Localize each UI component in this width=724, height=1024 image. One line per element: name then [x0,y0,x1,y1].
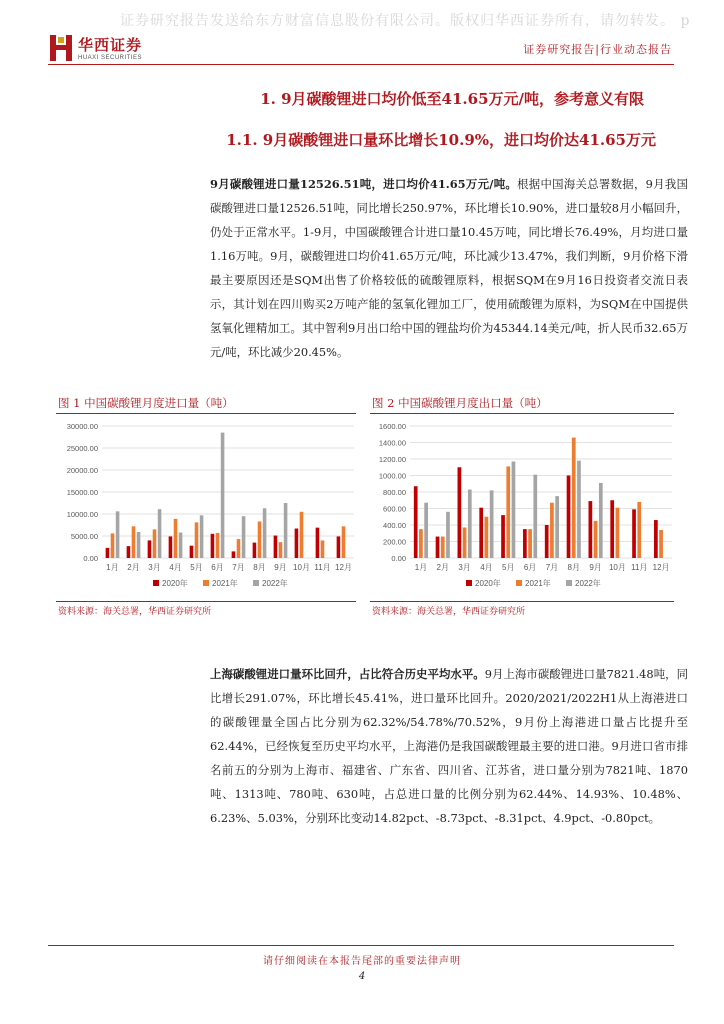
legend-swatch [203,580,209,586]
y-tick-label: 15000.00 [66,488,98,497]
bar-2020年-12月 [654,520,658,558]
x-tick-label: 10月 [608,563,626,572]
bar-2022年-6月 [221,433,225,558]
bar-2020年-3月 [148,540,152,558]
bar-2021年-12月 [342,526,346,558]
y-tick-label: 400.00 [383,521,406,530]
x-tick-label: 12月 [652,563,670,572]
bar-2020年-4月 [479,508,483,558]
y-tick-label: 1600.00 [378,422,406,431]
y-tick-label: 1400.00 [378,438,406,448]
bar-2021年-1月 [419,529,423,558]
legend-swatch [466,580,472,586]
x-tick-label: 11月 [631,563,648,572]
bar-2021年-1月 [111,533,115,558]
bar-2021年-11月 [321,540,325,558]
bar-2022年-1月 [116,511,120,558]
bar-2022年-9月 [284,503,288,558]
bar-2021年-11月 [637,502,641,558]
bar-2022年-2月 [137,532,141,558]
x-tick-label: 7月 [232,563,245,572]
bar-2020年-1月 [106,548,110,558]
bar-2020年-5月 [190,546,194,558]
legend-swatch [566,580,572,586]
company-logo [50,34,142,61]
section-heading-1: 1. 9月碳酸锂进口均价低至41.65万元/吨，参考意义有限 [260,90,644,108]
bar-2020年-11月 [632,509,636,558]
bar-2021年-2月 [132,526,136,558]
page-number: 4 [358,971,366,982]
y-tick-label: 20000.00 [66,466,98,475]
bar-2021年-5月 [506,466,510,558]
bar-2022年-4月 [179,532,183,558]
import-volume-chart [56,418,356,600]
bar-2020年-2月 [127,546,131,558]
bar-2020年-10月 [610,500,614,558]
bar-2021年-10月 [300,512,304,558]
watermark: 证券研究报告发送给东方财富信息股份有限公司。版权归华西证券所有，请勿转发。 p [120,13,691,29]
legal-notice: 请仔细阅读在本报告尾部的重要法律声明 [263,956,461,967]
bar-2022年-7月 [555,496,559,558]
y-tick-label: 25000.00 [66,444,98,453]
legend-label: 2020年 [162,579,188,588]
report-type-label: 证券研究报告|行业动态报告 [523,43,672,56]
logo-chinese-name: 华西证券 [78,36,143,54]
x-tick-label: 4月 [169,563,182,572]
bar-2021年-2月 [441,537,445,558]
x-tick-label: 4月 [480,563,493,572]
figure-2-bottom-rule [370,601,674,602]
bar-2022年-7月 [242,516,246,558]
bar-2020年-8月 [567,476,571,559]
legend-swatch [153,580,159,586]
legend-swatch [253,580,259,586]
paragraph-lead: 9月碳酸锂进口量12526.51吨，进口均价41.65万元/吨。 [210,177,518,191]
y-tick-label: 30000.00 [66,422,98,431]
bar-2021年-4月 [174,519,178,558]
y-tick-label: 600.00 [383,504,406,514]
y-tick-label: 0.00 [83,554,98,563]
bar-2022年-8月 [263,508,267,558]
figure-1-source: 资料来源：海关总署，华西证券研究所 [58,607,212,617]
bar-2020年-1月 [414,486,418,558]
bar-2021年-6月 [216,533,220,558]
y-tick-label: 1000.00 [378,471,406,481]
x-tick-label: 1月 [414,563,428,572]
paragraph-import-summary [210,172,688,364]
huaxi-logo-icon [50,35,72,61]
bar-2022年-6月 [533,475,537,558]
bar-2022年-3月 [468,490,472,558]
x-tick-label: 12月 [335,563,352,572]
y-tick-label: 200.00 [383,537,406,547]
y-tick-label: 1200.00 [378,455,406,464]
legend-label: 2022年 [575,579,601,588]
bar-2020年-9月 [274,536,278,558]
bar-2021年-7月 [237,539,241,558]
bar-2020年-10月 [295,529,299,558]
bar-2022年-5月 [512,461,516,558]
legend-label: 2021年 [212,579,238,588]
bar-2021年-8月 [258,521,262,558]
y-tick-label: 10000.00 [66,510,98,519]
bar-2021年-4月 [485,517,489,558]
legend-label: 2022年 [262,579,288,588]
bar-2022年-9月 [599,483,603,558]
bar-2020年-6月 [211,534,215,558]
bar-2020年-12月 [337,536,341,558]
bar-2020年-6月 [523,529,527,558]
bar-2022年-5月 [200,515,204,558]
x-tick-label: 5月 [502,563,515,572]
y-tick-label: 5000.00 [70,532,98,541]
x-tick-label: 9月 [274,563,287,572]
export-volume-chart [370,418,674,600]
x-tick-label: 9月 [589,563,602,572]
footer-divider [48,945,674,946]
x-tick-label: 8月 [567,563,580,572]
section-heading-1-1: 1.1. 9月碳酸锂进口量环比增长10.9%，进口均价达41.65万元 [226,131,656,149]
bar-2022年-8月 [577,461,581,558]
logo-english-name: HUAXI SECURITIES [78,55,143,61]
bar-2020年-11月 [316,528,320,558]
x-tick-label: 8月 [253,563,266,572]
x-tick-label: 6月 [211,563,224,572]
x-tick-label: 5月 [190,563,203,572]
figure-1-title: 图 1 中国碳酸锂月度进口量（吨） [58,396,234,410]
figure-2-source: 资料来源：海关总署，华西证券研究所 [372,607,526,617]
x-tick-label: 7月 [545,563,559,572]
figure-2-title: 图 2 中国碳酸锂月度出口量（吨） [372,396,548,410]
bar-2021年-9月 [594,521,598,558]
bar-2022年-3月 [158,509,162,558]
x-tick-label: 3月 [148,563,161,572]
figure-1-bottom-rule [56,601,356,602]
export-volume-chart-svg [370,418,674,600]
paragraph-shanghai-port [210,662,688,830]
bar-2020年-5月 [501,515,505,558]
bar-2020年-7月 [232,551,236,558]
bar-2021年-8月 [572,438,576,558]
bar-2021年-3月 [463,527,467,558]
bar-2020年-9月 [589,501,593,558]
bar-2021年-10月 [616,508,620,558]
figure-1-top-rule [56,413,356,414]
bar-2021年-5月 [195,522,199,558]
x-tick-label: 3月 [458,563,471,572]
bar-2021年-7月 [550,503,554,558]
figure-2-top-rule [370,413,674,414]
bar-2021年-9月 [279,542,283,558]
bar-2020年-4月 [169,536,173,558]
legend-label: 2021年 [525,579,551,588]
legend-swatch [516,580,522,586]
x-tick-label: 10月 [293,563,310,572]
bar-2020年-3月 [458,467,462,558]
bar-2020年-7月 [545,525,549,558]
header-divider [48,64,674,65]
x-tick-label: 2月 [436,563,449,572]
bar-2021年-6月 [528,529,532,558]
bar-2020年-8月 [253,543,257,558]
y-tick-label: 800.00 [383,488,406,497]
bar-2022年-2月 [446,512,450,558]
bar-2022年-1月 [424,503,428,558]
paragraph-body: 9月上海市碳酸锂进口量7821.48吨，同比增长291.07%，环比增长45.41%，进口量环比回升。2020/2021/2022H1从上海港进口的碳酸锂量全国占比分别为62.32%/54.78%/70.52%，9月份上海港进口量占比提升至62.44%，已经恢复至历史平均水平，上海港仍是我国碳酸锂最主要的进口港。9月进口省市排名前五的分别为上海市、福建省、广东省、四川省、江苏省，进口量分别为7821吨、1870吨、1313吨、780吨、630吨，占总进口量的比例分别为62.44%、14.93%、10.48%、6.23%、5.03%，分别环比变动14.82pct、-8.73pct、-8.31pct、4.9pct、-0.80pct。 [210,667,688,825]
bar-2021年-12月 [659,530,663,558]
x-tick-label: 2月 [127,563,140,572]
bar-2021年-3月 [153,529,157,558]
bar-2020年-2月 [436,537,440,558]
x-tick-label: 6月 [523,563,537,572]
x-tick-label: 11月 [314,563,331,572]
paragraph-body: 根据中国海关总署数据，9月我国碳酸锂进口量12526.51吨，同比增长250.97%，环比增长10.90%，进口量较8月小幅回升，仍处于正常水平。1-9月，中国碳酸锂合计进口量10.45万吨，同比增长76.49%，月均进口量1.16万吨。9月，碳酸锂进口均价41.65万元/吨，环比减少13.47%，我们判断，9月价格下滑最主要原因还是SQM出售了价格较低的硫酸锂原料，根据SQM在9月16日投资者交流日表示，其计划在四川购买2万吨产能的氢氧化锂加工厂，使用硫酸锂为原料，为SQM在中国提供氢氧化锂精加工。其中智利9月出口给中国的锂盐均价为45344.14美元/吨，折人民币32.65万元/吨，环比减少20.45%。 [210,177,689,359]
paragraph-lead: 上海碳酸锂进口量环比回升，占比符合历史平均水平。 [210,667,485,681]
bar-2022年-4月 [490,490,494,558]
y-tick-label: 0.00 [391,554,406,563]
legend-label: 2020年 [475,579,501,588]
x-tick-label: 1月 [106,563,119,572]
import-volume-chart-svg [56,418,356,600]
